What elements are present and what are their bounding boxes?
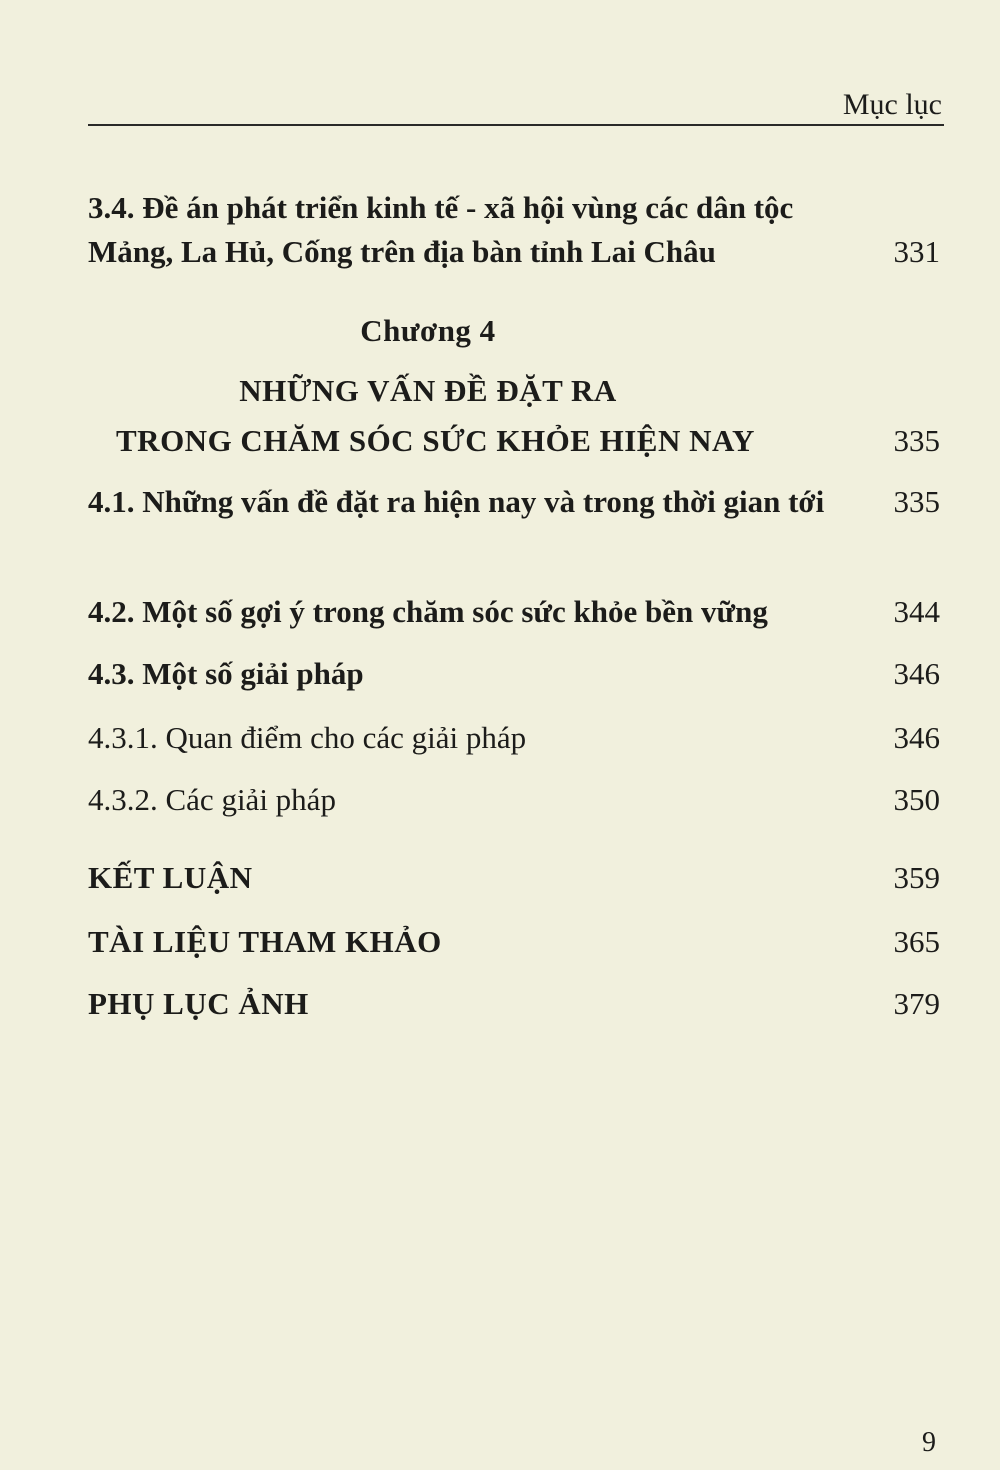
toc-entry-text: KẾT LUẬN <box>88 860 253 895</box>
toc-entry-text: 4.2. Một số gợi ý trong chăm sóc sức khỏe bền vững <box>88 594 768 629</box>
toc-entry-conclusion <box>88 856 940 900</box>
toc-entry-page: 346 <box>893 656 940 691</box>
running-head: Mục lục <box>842 88 942 121</box>
toc-entry-4-3-1 <box>88 716 940 760</box>
toc-entry-page: 331 <box>893 234 940 269</box>
toc-entry-page: 359 <box>893 860 940 895</box>
toc-entry-text: 3.4. Đề án phát triển kinh tế - xã hội vùng các dân tộc Mảng, La Hủ, Cống trên địa bàn tỉnh Lai Châu <box>88 190 794 269</box>
toc-entry-4-3 <box>88 652 940 696</box>
page-number: 9 <box>922 1427 936 1458</box>
toc-entry-page: 350 <box>893 782 940 817</box>
toc-entry-text: TÀI LIỆU THAM KHẢO <box>88 924 442 959</box>
toc-entry-4-3-2 <box>88 778 940 822</box>
header-rule <box>88 124 944 126</box>
toc-entry-page: 335 <box>893 484 940 519</box>
toc-entry-text: 4.3.1. Quan điểm cho các giải pháp <box>88 720 527 755</box>
toc-entry-appendix <box>88 982 940 1026</box>
chapter-4-title <box>88 366 940 466</box>
toc-entry-text: 4.3.2. Các giải pháp <box>88 782 336 817</box>
toc-entry-text: 4.3. Một số giải pháp <box>88 656 364 691</box>
toc-entry-page: 344 <box>893 594 940 629</box>
chapter-label: Chương 4 <box>360 313 496 348</box>
toc-entry-4-1 <box>88 480 940 524</box>
toc-entry-4-2 <box>88 590 940 634</box>
chapter-title-line-2: TRONG CHĂM SÓC SỨC KHỎE HIỆN NAY <box>116 423 755 458</box>
toc-entry-3-4 <box>88 186 940 274</box>
toc-entry-page: 365 <box>893 924 940 959</box>
toc-entry-page: 379 <box>893 986 940 1021</box>
chapter-4-heading <box>88 306 940 356</box>
toc-entry-page: 346 <box>893 720 940 755</box>
toc-entry-references <box>88 920 940 964</box>
toc-entry-text: 4.1. Những vấn đề đặt ra hiện nay và trong thời gian tới <box>88 484 825 519</box>
toc-entry-page: 335 <box>893 423 940 458</box>
toc-entry-text: PHỤ LỤC ẢNH <box>88 986 309 1021</box>
chapter-title-line-1: NHỮNG VẤN ĐỀ ĐẶT RA <box>239 373 617 408</box>
